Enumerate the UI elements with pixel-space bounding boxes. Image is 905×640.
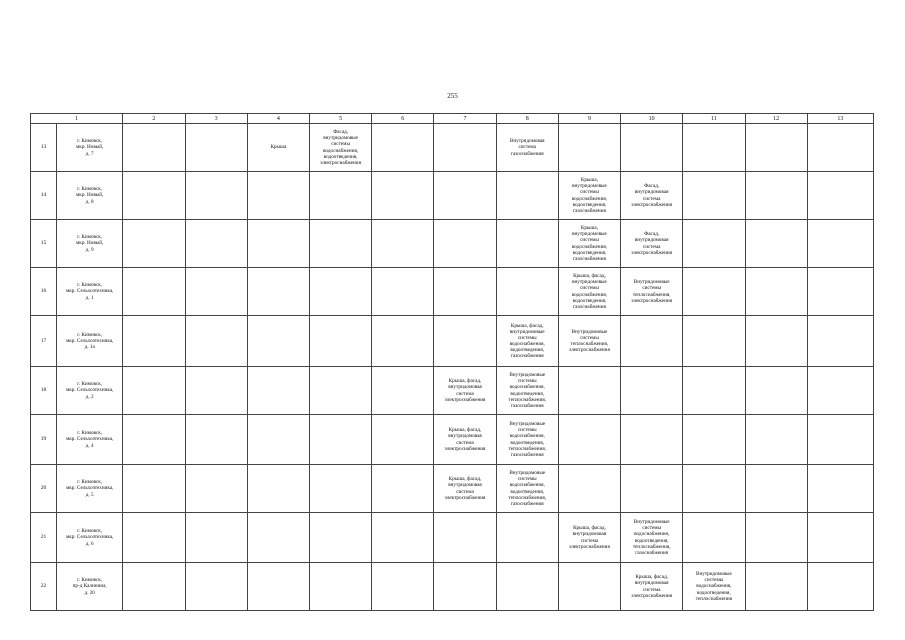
table-row	[31, 367, 874, 415]
work-cell-col-7	[372, 465, 434, 513]
work-cell-col-13	[745, 465, 807, 513]
work-cell-col-6	[309, 563, 371, 611]
work-cell-col-4	[185, 563, 247, 611]
work-cell-col-8	[434, 316, 496, 367]
address-cell	[57, 415, 123, 465]
work-cell-col-10: Внутридомовые системы теплоснабжения, электроснабжения	[558, 316, 620, 367]
table-row	[31, 172, 874, 220]
address-cell	[57, 172, 123, 220]
work-cell-col-10	[558, 367, 620, 415]
work-cell-col-5	[247, 367, 309, 415]
work-cell-col-4	[185, 316, 247, 367]
work-cell-col-4	[185, 513, 247, 563]
work-cell-col-10	[558, 465, 620, 513]
work-cell-col-8: Крыша, фасад, внутридомовая система электроснабжения	[434, 415, 496, 465]
row-number: 16	[31, 268, 57, 316]
row-number: 22	[31, 563, 57, 611]
work-cell-col-7	[372, 124, 434, 172]
work-cell-col-7	[372, 172, 434, 220]
work-cell-col-13	[745, 124, 807, 172]
column-number: 1	[31, 114, 123, 124]
address-line: мкр. Сельхозтехника,	[65, 288, 114, 295]
work-cell-col-12	[683, 367, 745, 415]
work-cell-col-5	[247, 220, 309, 268]
work-cell-col-8: Крыша, фасад, внутридомовая система электроснабжения	[434, 465, 496, 513]
work-cell-col-12	[683, 513, 745, 563]
work-cell-col-13	[745, 563, 807, 611]
row-number: 17	[31, 316, 57, 367]
work-cell-col-5: Крыша	[247, 124, 309, 172]
work-cell-col-4	[185, 367, 247, 415]
work-cell-col-11	[621, 465, 683, 513]
address-line: г. Кимовск,	[77, 138, 103, 145]
work-cell-col-8	[434, 220, 496, 268]
column-number: 11	[683, 114, 745, 124]
column-number-row	[31, 114, 874, 124]
work-cell-col-3	[123, 268, 185, 316]
work-cell-col-13	[745, 316, 807, 367]
address-cell	[57, 367, 123, 415]
work-cell-col-14	[807, 563, 873, 611]
work-cell-col-6	[309, 268, 371, 316]
work-cell-col-12	[683, 172, 745, 220]
address-line: пр-д Калинина,	[72, 583, 107, 590]
work-cell-col-4	[185, 124, 247, 172]
work-cell-col-11: Крыша, фасад, внутридомовая система электроснабжения	[621, 563, 683, 611]
work-cell-col-8	[434, 268, 496, 316]
address-line: мкр. Новый,	[76, 144, 104, 151]
work-cell-col-8: Крыша, фасад, внутридомовая система электроснабжения	[434, 367, 496, 415]
work-cell-col-4	[185, 268, 247, 316]
work-cell-col-5	[247, 563, 309, 611]
work-cell-col-9: Крыша, фасад, внутридомовые системы водоснабжения, водоотведения, газоснабжения	[496, 316, 558, 367]
work-cell-col-10: Крыша, внутридомовые системы водоснабжения, водоотведения, газоснабжения	[558, 220, 620, 268]
address-cell	[57, 563, 123, 611]
address-line: д. 7	[85, 150, 94, 157]
work-cell-col-8	[434, 513, 496, 563]
address-line: г. Кимовск,	[77, 186, 103, 193]
work-cell-col-3	[123, 316, 185, 367]
address-cell	[57, 220, 123, 268]
work-cell-col-4	[185, 465, 247, 513]
work-cell-col-7	[372, 367, 434, 415]
work-cell-col-9	[496, 172, 558, 220]
work-cell-col-11	[621, 124, 683, 172]
row-number: 13	[31, 124, 57, 172]
column-number: 5	[309, 114, 371, 124]
column-number: 8	[496, 114, 558, 124]
work-cell-col-3	[123, 220, 185, 268]
work-cell-col-9: Внутридомовые системы водоснабжения, водоотведения, теплоснабжения, газоснабжения	[496, 415, 558, 465]
address-line: мкр. Сельхозтехника,	[65, 387, 114, 394]
work-cell-col-7	[372, 316, 434, 367]
address-line: г. Кимовск,	[77, 234, 103, 241]
work-cell-col-11	[621, 415, 683, 465]
work-cell-col-11	[621, 316, 683, 367]
work-cell-col-13	[745, 220, 807, 268]
work-cell-col-10: Крыша, внутридомовые системы водоснабжения, водоотведения, газоснабжения	[558, 172, 620, 220]
address-line: д. 2	[85, 393, 94, 400]
work-cell-col-12	[683, 316, 745, 367]
address-cell	[57, 268, 123, 316]
column-number: 10	[621, 114, 683, 124]
work-cell-col-13	[745, 513, 807, 563]
row-number: 18	[31, 367, 57, 415]
address-line: д. 1а	[84, 344, 95, 351]
row-number: 15	[31, 220, 57, 268]
row-number: 19	[31, 415, 57, 465]
work-cell-col-9	[496, 563, 558, 611]
address-line: г. Кимовск,	[77, 381, 103, 388]
work-cell-col-11: Внутридомовые системы теплоснабжения, электроснабжения	[621, 268, 683, 316]
repair-schedule-table	[30, 113, 874, 611]
work-cell-col-4	[185, 415, 247, 465]
column-number: 13	[807, 114, 873, 124]
work-cell-col-10	[558, 415, 620, 465]
work-cell-col-3	[123, 513, 185, 563]
address-line: г. Кимовск,	[77, 430, 103, 437]
work-cell-col-14	[807, 316, 873, 367]
work-cell-col-12	[683, 268, 745, 316]
work-cell-col-6	[309, 367, 371, 415]
work-cell-col-7	[372, 268, 434, 316]
work-cell-col-14	[807, 415, 873, 465]
column-number: 12	[745, 114, 807, 124]
address-line: мкр. Сельхозтехника,	[65, 337, 114, 344]
work-cell-col-14	[807, 513, 873, 563]
work-cell-col-5	[247, 465, 309, 513]
column-number: 2	[123, 114, 185, 124]
work-cell-col-9: Внутридомовая система газоснабжения	[496, 124, 558, 172]
work-cell-col-3	[123, 563, 185, 611]
work-cell-col-5	[247, 513, 309, 563]
address-cell	[57, 465, 123, 513]
work-cell-col-5	[247, 172, 309, 220]
address-line: д. 20	[84, 589, 95, 596]
row-number: 14	[31, 172, 57, 220]
work-cell-col-8	[434, 563, 496, 611]
work-cell-col-14	[807, 220, 873, 268]
work-cell-col-12	[683, 124, 745, 172]
work-cell-col-11: Внутридомовые системы водоснабжения, водоотведения, теплоснабжения, газоснабжения	[621, 513, 683, 563]
work-cell-col-5	[247, 268, 309, 316]
page-number: 255	[447, 92, 458, 100]
work-cell-col-13	[745, 172, 807, 220]
table-row	[31, 316, 874, 367]
row-number: 20	[31, 465, 57, 513]
work-cell-col-14	[807, 367, 873, 415]
work-cell-col-3	[123, 124, 185, 172]
address-line: мкр. Новый,	[76, 192, 104, 199]
address-cell	[57, 124, 123, 172]
work-cell-col-12	[683, 415, 745, 465]
work-cell-col-3	[123, 465, 185, 513]
work-cell-col-7	[372, 513, 434, 563]
work-cell-col-9	[496, 513, 558, 563]
work-cell-col-6	[309, 465, 371, 513]
work-cell-col-10	[558, 124, 620, 172]
table-row	[31, 220, 874, 268]
work-cell-col-7	[372, 563, 434, 611]
work-cell-col-14	[807, 172, 873, 220]
work-cell-col-10	[558, 563, 620, 611]
table-row	[31, 268, 874, 316]
work-cell-col-11: Фасад, внутридомовая система электроснабжения	[621, 172, 683, 220]
address-line: мкр. Сельхозтехника,	[65, 436, 114, 443]
work-cell-col-12	[683, 220, 745, 268]
address-line: мкр. Новый,	[76, 240, 104, 247]
work-cell-col-13	[745, 415, 807, 465]
table-row	[31, 415, 874, 465]
work-cell-col-6	[309, 172, 371, 220]
work-cell-col-6	[309, 415, 371, 465]
address-line: мкр. Сельхозтехника,	[65, 485, 114, 492]
work-cell-col-6	[309, 316, 371, 367]
work-cell-col-12	[683, 465, 745, 513]
address-line: д. 5	[85, 491, 94, 498]
column-number: 9	[558, 114, 620, 124]
address-cell	[57, 316, 123, 367]
work-cell-col-3	[123, 172, 185, 220]
column-number: 6	[372, 114, 434, 124]
work-cell-col-6	[309, 220, 371, 268]
work-cell-col-14	[807, 465, 873, 513]
work-cell-col-11	[621, 367, 683, 415]
work-cell-col-14	[807, 268, 873, 316]
work-cell-col-10: Крыша, фасад, внутридомовые системы водоснабжения, водоотведения, газоснабжения	[558, 268, 620, 316]
work-cell-col-3	[123, 415, 185, 465]
work-cell-col-9: Внутридомовые системы водоснабжения, водоотведения, теплоснабжения, газоснабжения	[496, 367, 558, 415]
address-line: г. Кимовск,	[77, 577, 103, 584]
table-row	[31, 465, 874, 513]
table-row	[31, 124, 874, 172]
work-cell-col-7	[372, 415, 434, 465]
work-cell-col-8	[434, 172, 496, 220]
work-cell-col-11: Фасад, внутридомовая система электроснабжения	[621, 220, 683, 268]
work-cell-col-9	[496, 220, 558, 268]
work-cell-col-3	[123, 367, 185, 415]
address-line: д. 8	[85, 198, 94, 205]
work-cell-col-6: Фасад, внутридомовые системы водоснабжения, водоотведения, электроснабжения	[309, 124, 371, 172]
work-cell-col-5	[247, 316, 309, 367]
row-number: 21	[31, 513, 57, 563]
work-cell-col-5	[247, 415, 309, 465]
work-cell-col-10: Крыша, фасад, внутридомовая система электроснабжения	[558, 513, 620, 563]
address-line: д. 6	[85, 540, 94, 547]
address-line: д. 1	[85, 294, 94, 301]
address-line: д. 9	[85, 246, 94, 253]
address-cell	[57, 513, 123, 563]
work-cell-col-6	[309, 513, 371, 563]
work-cell-col-4	[185, 172, 247, 220]
address-line: г. Кимовск,	[77, 282, 103, 289]
work-cell-col-7	[372, 220, 434, 268]
address-line: д. 4	[85, 442, 94, 449]
address-line: г. Кимовск,	[77, 528, 103, 535]
address-line: г. Кимовск,	[77, 479, 103, 486]
work-cell-col-4	[185, 220, 247, 268]
address-line: мкр. Сельхозтехника,	[65, 534, 114, 541]
column-number: 3	[185, 114, 247, 124]
work-cell-col-9	[496, 268, 558, 316]
address-line: г. Кимовск,	[77, 331, 103, 338]
work-cell-col-12: Внутридомовые системы водоснабжения, водоотведения, теплоснабжения	[683, 563, 745, 611]
work-cell-col-13	[745, 367, 807, 415]
table-row	[31, 563, 874, 611]
column-number: 7	[434, 114, 496, 124]
work-cell-col-14	[807, 124, 873, 172]
column-number: 4	[247, 114, 309, 124]
work-cell-col-9: Внутридомовые системы водоснабжения, водоотведения, теплоснабжения, газоснабжения	[496, 465, 558, 513]
work-cell-col-13	[745, 268, 807, 316]
table-row	[31, 513, 874, 563]
work-cell-col-8	[434, 124, 496, 172]
